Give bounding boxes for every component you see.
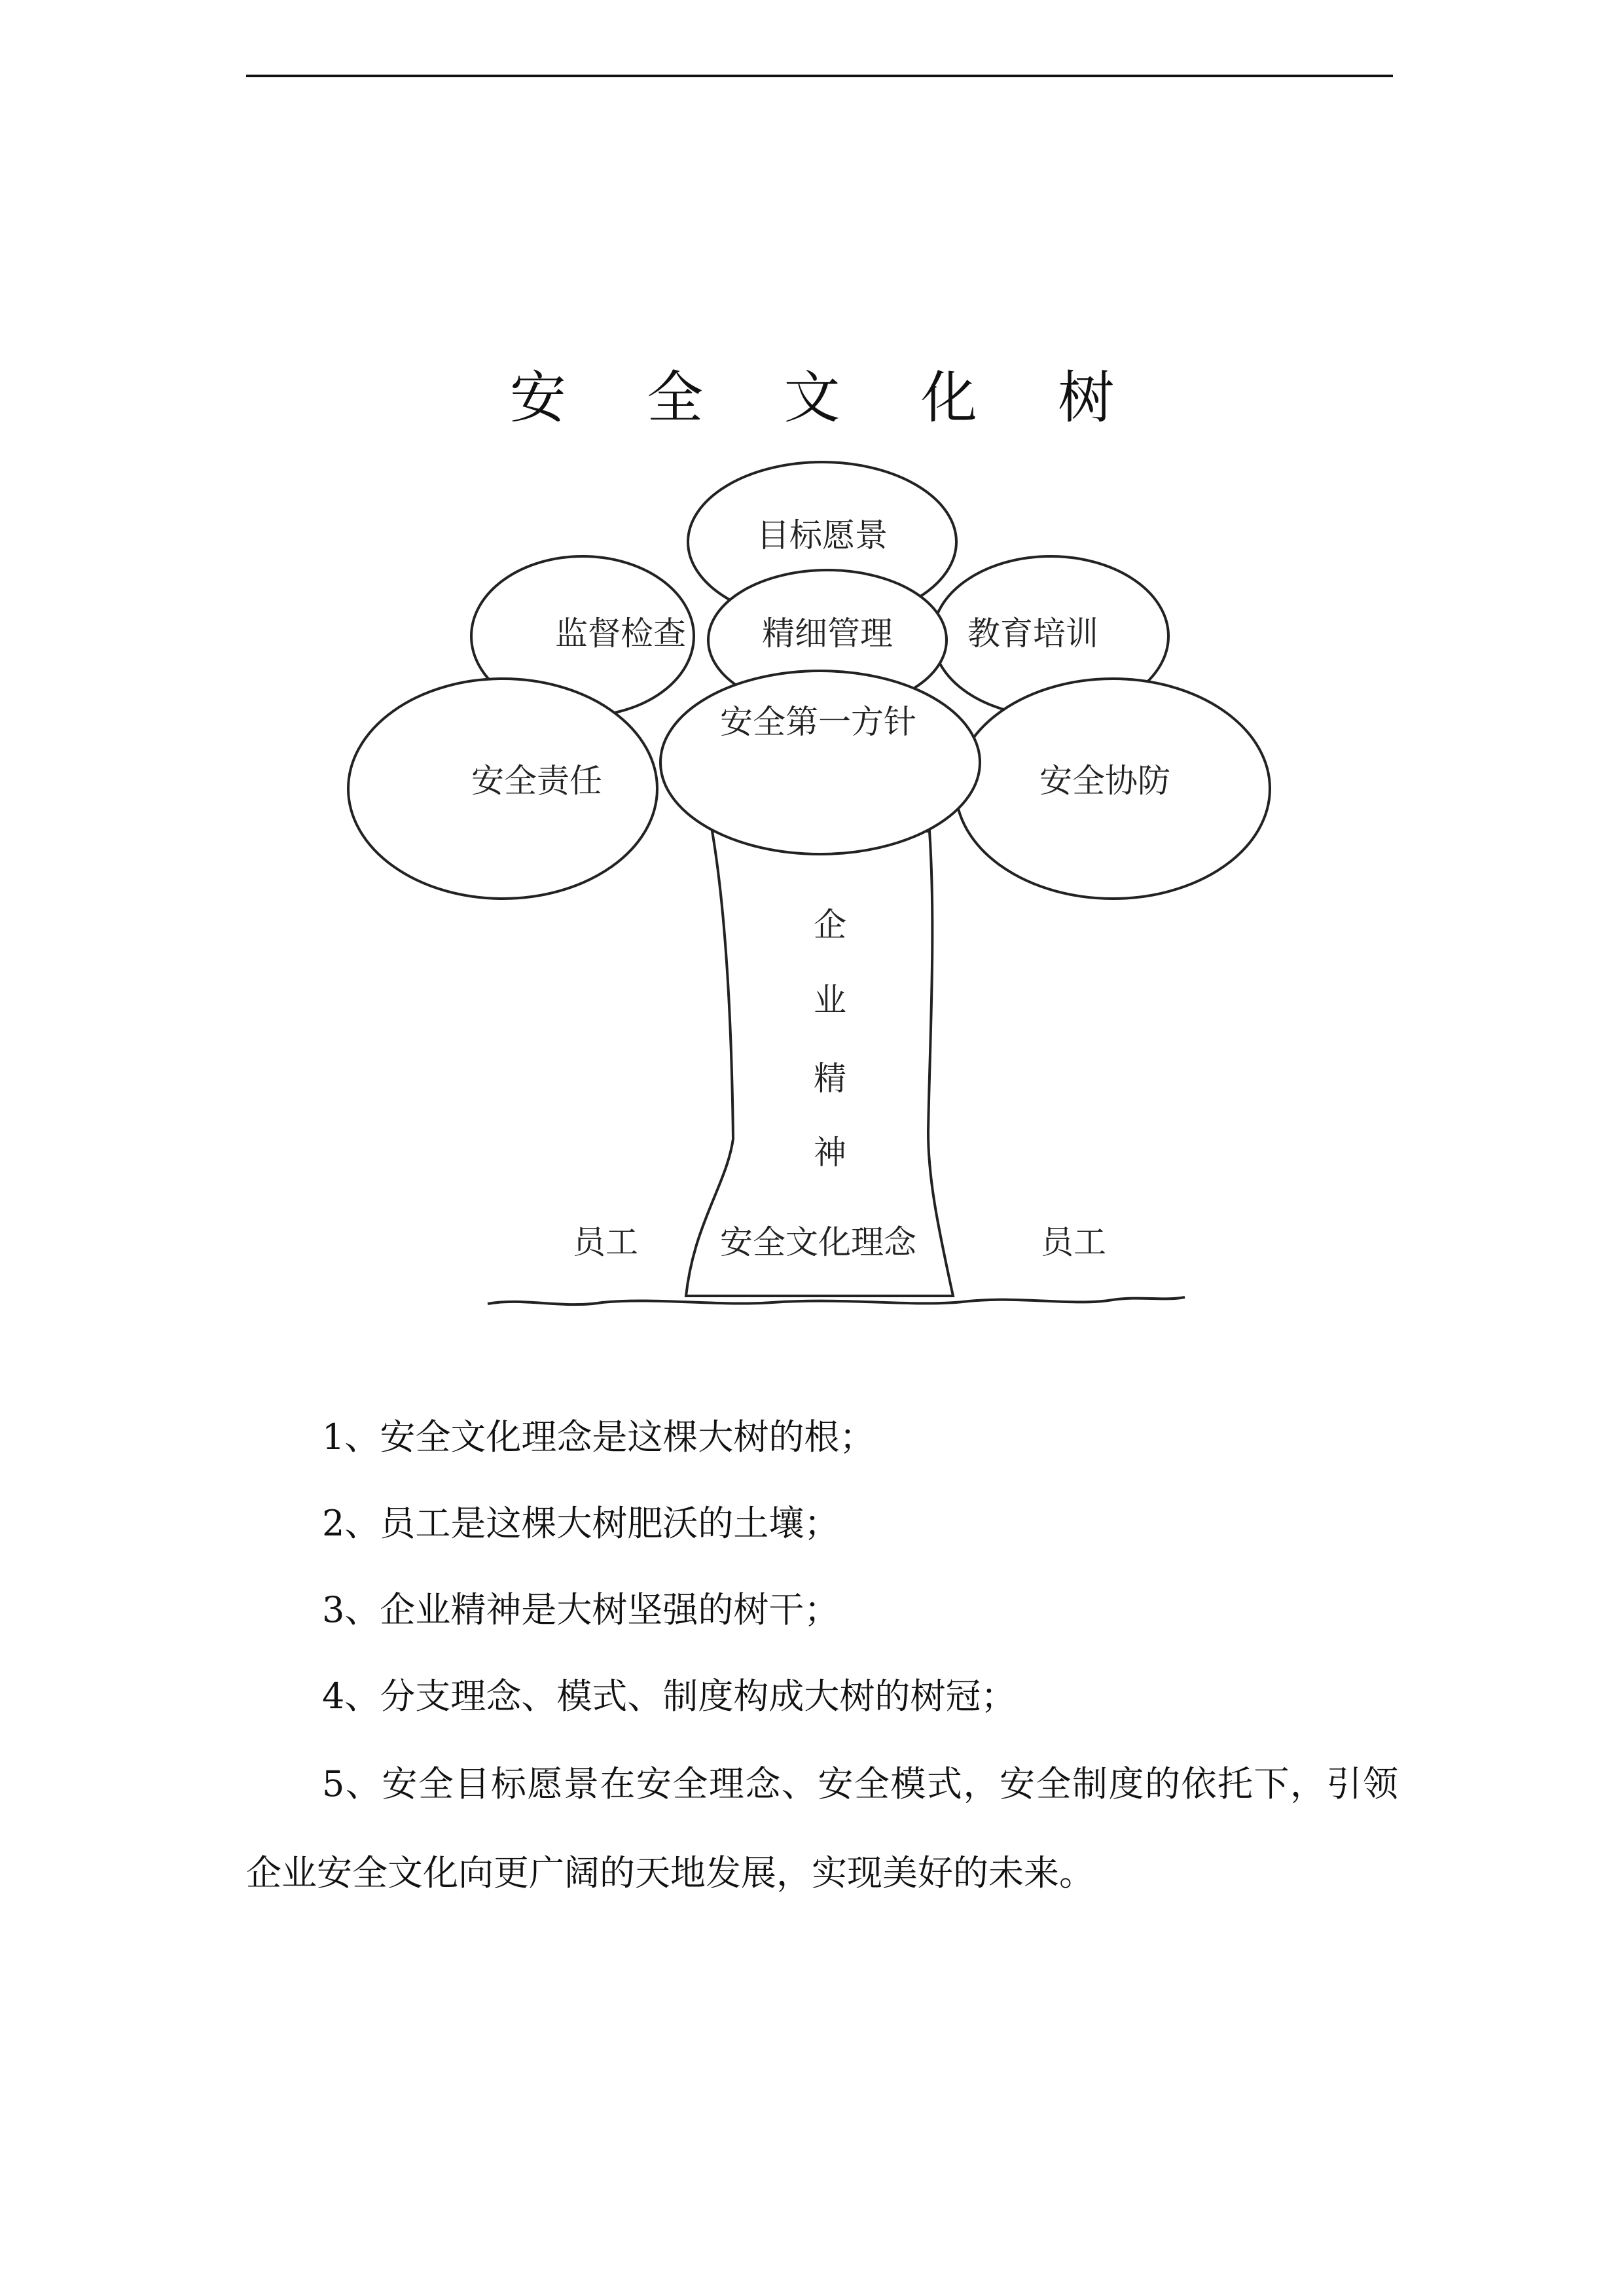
label-fangzhen: 安全第一方针 xyxy=(720,703,916,741)
header-rule xyxy=(246,75,1393,77)
label-ground-left: 员工 xyxy=(573,1223,638,1261)
label-jiandu: 监督检查 xyxy=(555,615,686,653)
label-jiaoyu: 教育培训 xyxy=(967,615,1098,653)
label-xiefang: 安全协防 xyxy=(1039,762,1170,800)
trunk-char-1: 企 xyxy=(814,906,846,944)
crown-ellipse-fangzhen xyxy=(660,671,980,854)
list-item-5: 5、安全目标愿景在安全理念、安全模式，安全制度的依托下，引领企业安全文化向更广阔的天地发展，实现美好的未来。 xyxy=(246,1763,1398,1893)
ground-line xyxy=(488,1297,1185,1304)
trunk-char-3: 精 xyxy=(814,1060,846,1098)
label-ground-right: 员工 xyxy=(1041,1223,1106,1261)
label-mubiao: 目标愿景 xyxy=(757,516,888,554)
list-item-1: 1、安全文化理念是这棵大树的根； xyxy=(322,1416,875,1458)
label-jingxi: 精细管理 xyxy=(762,615,893,653)
page-title: 安 全 文 化 树 xyxy=(509,365,1146,431)
explanation-list xyxy=(246,1394,1398,1918)
list-item-4: 4、分支理念、模式、制度构成大树的树冠； xyxy=(322,1676,1017,1717)
list-item-3: 3、企业精神是大树坚强的树干； xyxy=(322,1589,840,1630)
list-item-2: 2、员工是这棵大树肥沃的土壤； xyxy=(322,1503,840,1544)
label-root: 安全文化理念 xyxy=(720,1223,916,1261)
label-zeren: 安全责任 xyxy=(471,762,602,800)
safety-culture-tree-diagram xyxy=(0,458,1624,1361)
trunk-char-2: 业 xyxy=(814,981,846,1019)
trunk-char-4: 神 xyxy=(814,1134,846,1172)
